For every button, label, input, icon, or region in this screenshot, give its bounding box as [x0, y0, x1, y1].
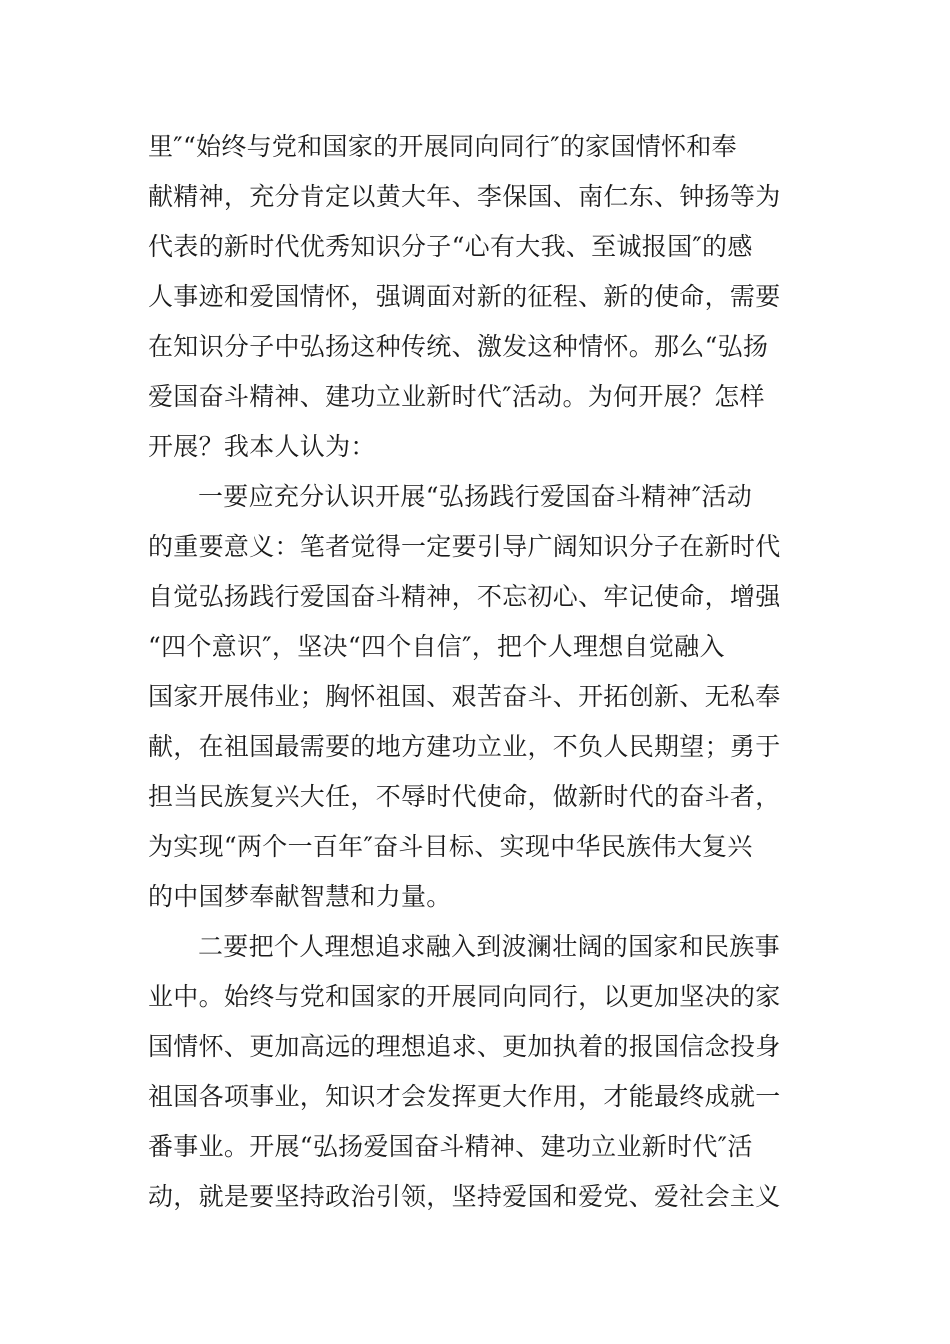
paragraph-first-line: 一要应充分认识开展“弘扬践行爱国奋斗精神″活动	[198, 482, 753, 511]
document-body	[148, 122, 798, 1222]
text-line: 自觉弘扬践行爱国奋斗精神，不忘初心、牢记使命，增强	[148, 582, 781, 611]
text-line: 业中。始终与党和国家的开展同向同行，以更加坚决的家	[148, 982, 781, 1011]
text-line: 番事业。开展“弘扬爱国奋斗精神、建功立业新时代″活	[148, 1132, 753, 1161]
text-line: 献精神，充分肯定以黄大年、李保国、南仁东、钟扬等为	[148, 182, 781, 211]
text-line: 祖国各项事业，知识才会发挥更大作用，才能最终成就一	[148, 1082, 781, 1111]
text-line: 国情怀、更加高远的理想追求、更加执着的报国信念投身	[148, 1032, 781, 1061]
text-line: 代表的新时代优秀知识分子“心有大我、至诚报国″的感	[148, 232, 753, 261]
text-line: 爱国奋斗精神、建功立业新时代″活动。为何开展？怎样	[148, 382, 765, 411]
text-line: 的重要意义：笔者觉得一定要引导广阔知识分子在新时代	[148, 532, 781, 561]
text-line: “四个意识″，坚决“四个自信″，把个人理想自觉融入	[148, 632, 725, 661]
text-line: 动，就是要坚持政治引领，坚持爱国和爱党、爱社会主义	[148, 1182, 781, 1211]
text-line: 为实现“两个一百年″奋斗目标、实现中华民族伟大复兴	[148, 832, 753, 861]
text-line: 国家开展伟业；胸怀祖国、艰苦奋斗、开拓创新、无私奉	[148, 682, 781, 711]
text-line: 在知识分子中弘扬这种传统、激发这种情怀。那么“弘扬	[148, 332, 769, 361]
text-line: 担当民族复兴大任，不辱时代使命，做新时代的奋斗者，	[148, 782, 781, 811]
text-line: 开展？我本人认为：	[148, 432, 376, 461]
text-line: 里″“始终与党和国家的开展同向同行″的家国情怀和奉	[148, 132, 737, 161]
text-line: 人事迹和爱国情怀，强调面对新的征程、新的使命，需要	[148, 282, 781, 311]
paragraph-first-line: 二要把个人理想追求融入到波澜壮阔的国家和民族事	[198, 932, 780, 961]
text-line: 献，在祖国最需要的地方建功立业，不负人民期望；勇于	[148, 732, 781, 761]
text-line: 的中国梦奉献智慧和力量。	[148, 882, 452, 911]
